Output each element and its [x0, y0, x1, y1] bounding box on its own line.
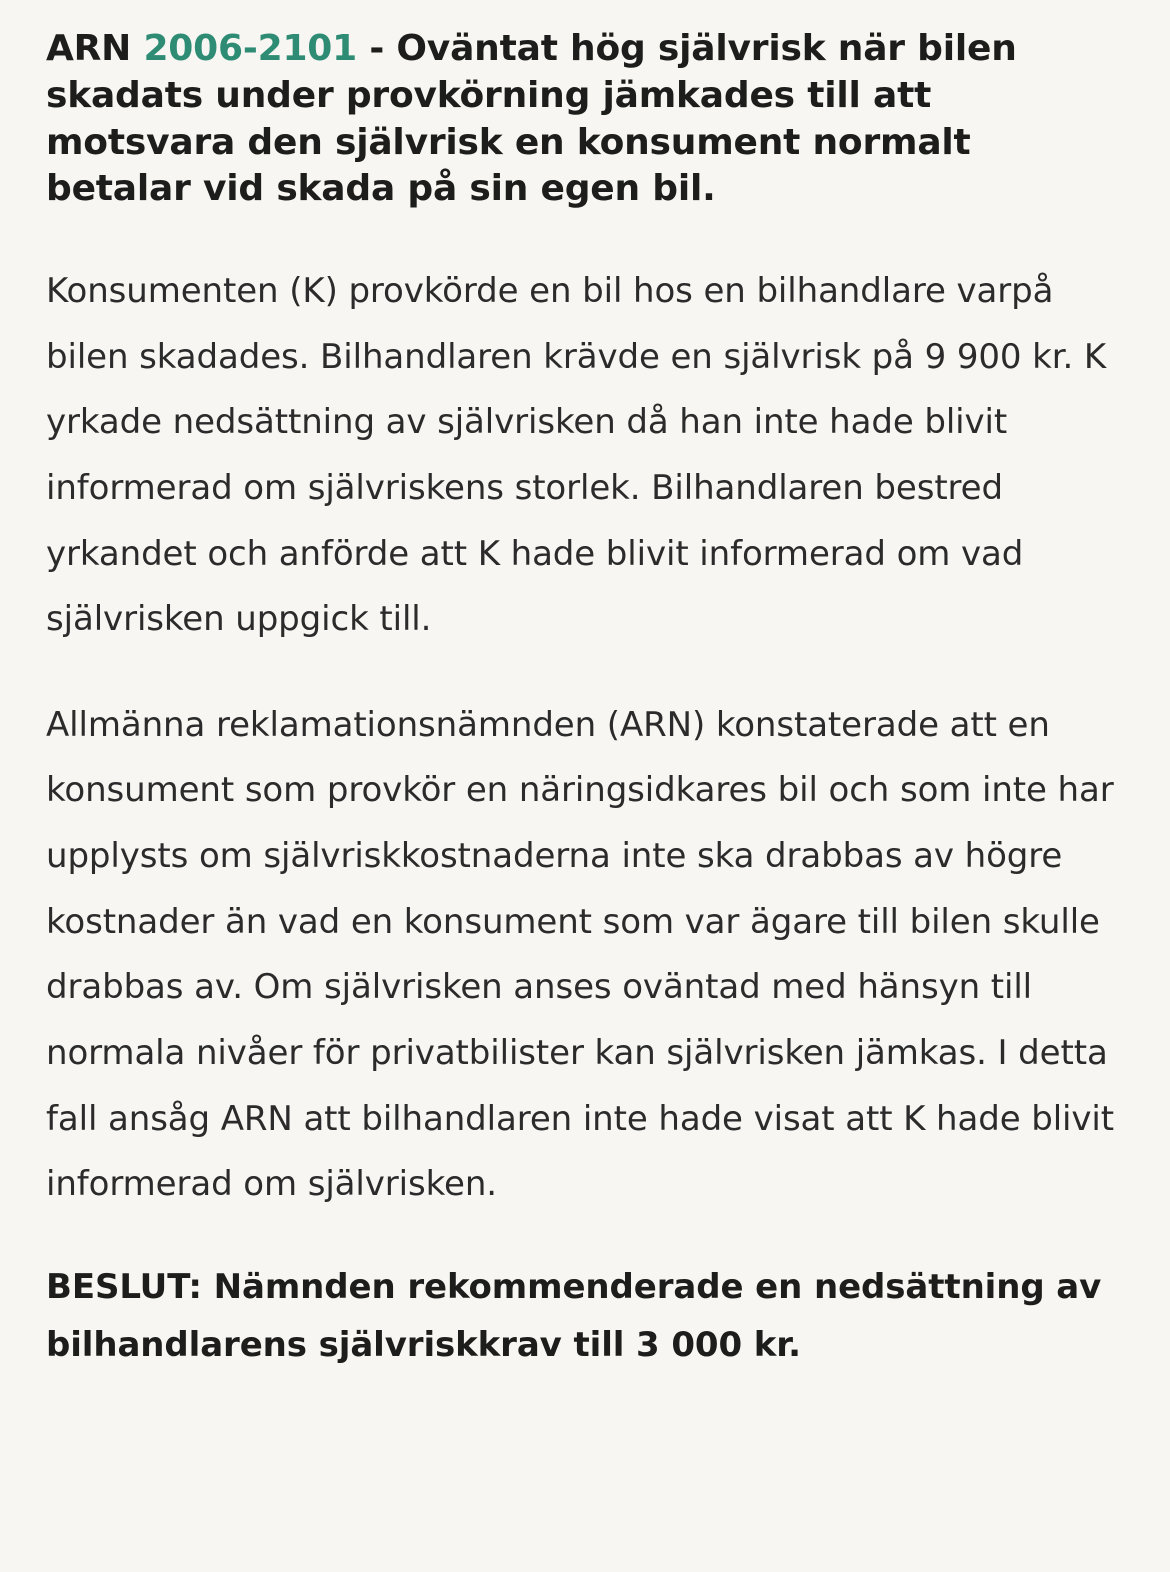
page-title [46, 26, 1120, 213]
case-title-prefix: ARN [46, 28, 144, 69]
case-id: 2006-2101 [143, 28, 357, 69]
paragraph-assessment: Allmänna reklamationsnämnden (ARN) konstaterade att en konsument som provkör en näringsidkares bil och som inte har upplysts om självriskkostnaderna inte ska drabbas av högre kostnader än vad en konsument som var ägare till bilen skulle drabbas av. Om självrisken anses oväntad med hänsyn till normala nivåer för privatbilister kan självrisken jämkas. I detta fall ansåg ARN att bilhandlaren inte hade visat att K hade blivit informerad om självrisken. [46, 704, 1115, 1205]
paragraph-decision: BESLUT: Nämnden rekommenderade en nedsättning av bilhandlarens självriskkrav till 3 000 kr. [46, 1266, 1102, 1366]
case-title-rest: - Oväntat hög självrisk när bilen skadats under provkörning jämkades till att motsvara den självrisk en konsument normalt betalar vid skada på sin egen bil. [46, 28, 1017, 210]
paragraph-background: Konsumenten (K) provkörde en bil hos en bilhandlare varpå bilen skadades. Bilhandlaren krävde en självrisk på 9 900 kr. K yrkade nedsättning av självrisken då han inte hade blivit informerad om självriskens storlek. Bilhandlaren bestred yrkandet och anförde att K hade blivit informerad om vad självrisken uppgick till. [46, 271, 1107, 640]
